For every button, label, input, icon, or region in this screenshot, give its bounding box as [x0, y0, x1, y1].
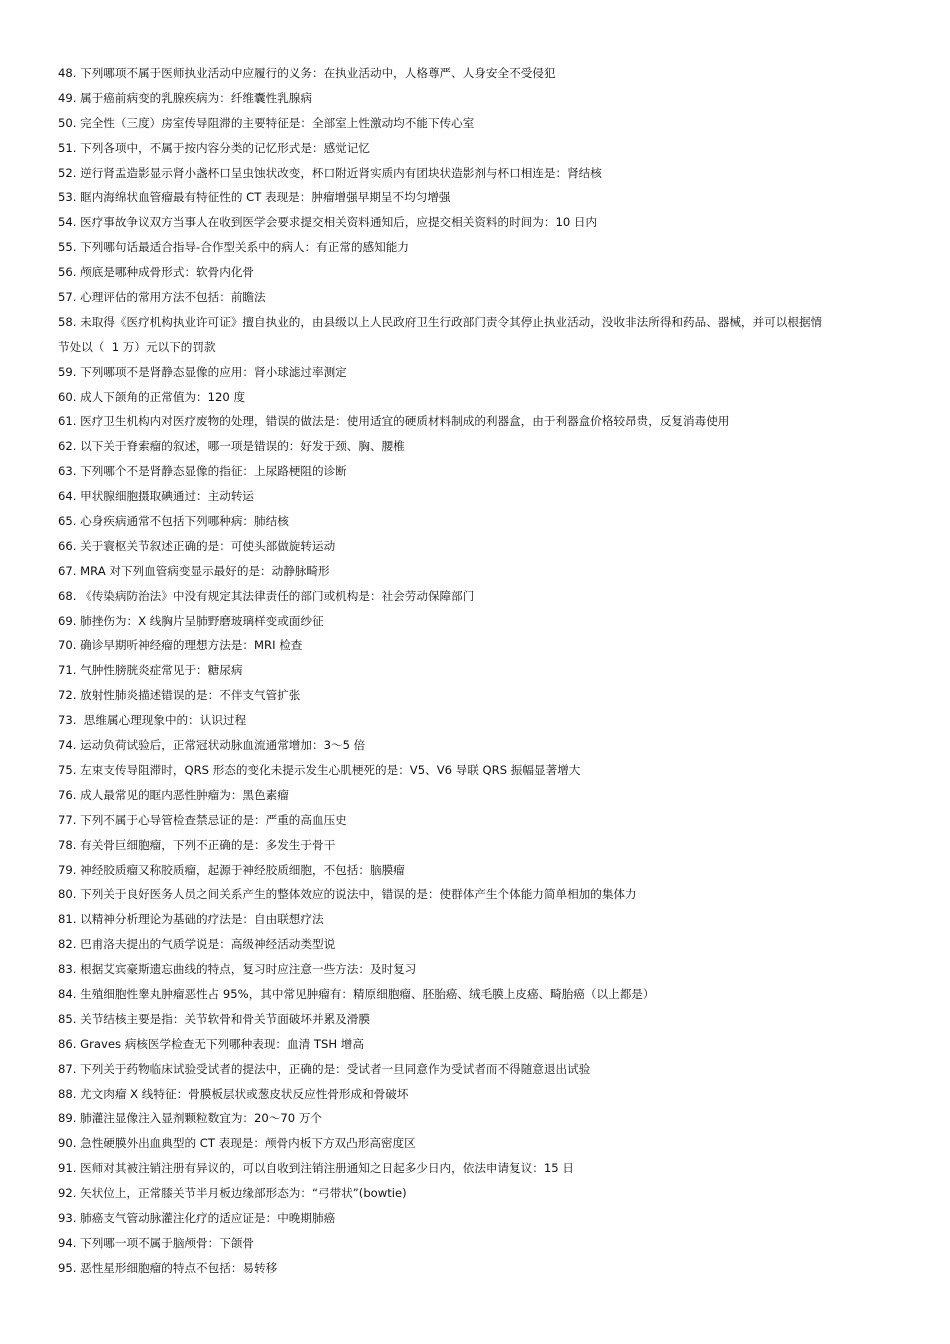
question-line: 65. 心身疾病通常不包括下列哪种病：肺结核	[58, 514, 289, 529]
question-line: 68. 《传染病防治法》中没有规定其法律责任的部门或机构是：社会劳动保障部门	[58, 588, 475, 603]
question-line: 86. Graves 病核医学检查无下列哪种表现：血清 TSH 增高	[58, 1036, 364, 1051]
question-line-continuation: 节处以（ 1 万）元以下的罚款	[58, 339, 216, 354]
question-line: 66. 关于寰枢关节叙述正确的是：可使头部做旋转运动	[58, 538, 336, 553]
question-line: 80. 下列关于良好医务人员之间关系产生的整体效应的说法中，错误的是：使群体产生个体能力简单相加的集体力	[58, 887, 637, 902]
question-line: 51. 下列各项中，不属于按内容分类的记忆形式是：感觉记忆	[58, 140, 370, 155]
question-line: 48. 下列哪项不属于医师执业活动中应履行的义务：在执业活动中，人格尊严、人身安全不受侵犯	[58, 66, 556, 80]
question-line: 92. 矢状位上，正常膝关节半月板边缘部形态为：“弓带状”(bowtie)	[58, 1186, 407, 1201]
question-line: 78. 有关骨巨细胞瘤，下列不正确的是：多发生于骨干	[58, 837, 336, 852]
question-line: 63. 下列哪个不是肾静态显像的指征：上尿路梗阻的诊断	[58, 464, 347, 479]
question-line: 90. 急性硬膜外出血典型的 CT 表现是：颅骨内板下方双凸形高密度区	[58, 1136, 416, 1151]
question-line: 93. 肺癌支气管动脉灌注化疗的适应证是：中晚期肺癌	[58, 1210, 336, 1225]
document-page	[58, 61, 904, 1281]
question-line: 55. 下列哪句话最适合指导-合作型关系中的病人：有正常的感知能力	[58, 240, 409, 255]
question-line: 89. 肺灌注显像注入显剂颗粒数宜为：20～70 万个	[58, 1111, 323, 1126]
question-line: 76. 成人最常见的眶内恶性肿瘤为：黑色素瘤	[58, 787, 289, 802]
question-line: 81. 以精神分析理论为基础的疗法是：自由联想疗法	[58, 912, 324, 927]
question-line: 61. 医疗卫生机构内对医疗废物的处理，错误的做法是：使用适宜的硬质材料制成的利器盒，由于利器盒价格较昂贵，反复消毒使用	[58, 414, 730, 429]
question-line: 74. 运动负荷试验后，正常冠状动脉血流通常增加：3～5 倍	[58, 738, 366, 753]
question-line: 73. 思维属心理现象中的：认识过程	[58, 713, 247, 728]
question-line: 67. MRA 对下列血管病变显示最好的是：动静脉畸形	[58, 563, 330, 578]
question-line: 94. 下列哪一项不属于脑颅骨：下颌骨	[58, 1235, 255, 1250]
question-line: 83. 根据艾宾豪斯遗忘曲线的特点，复习时应注意一些方法：及时复习	[58, 962, 417, 977]
question-line: 57. 心理评估的常用方法不包括：前瞻法	[58, 290, 266, 305]
question-line: 54. 医疗事故争议双方当事人在收到医学会要求提交相关资料通知后，应提交相关资料的时间为：10 日内	[58, 215, 598, 230]
question-line: 75. 左束支传导阻滞时，QRS 形态的变化未提示发生心肌梗死的是：V5、V6 导联 QRS 振幅显著增大	[58, 762, 581, 777]
question-line: 84. 生殖细胞性睾丸肿瘤恶性占 95%，其中常见肿瘤有：精原细胞瘤、胚胎癌、绒毛膜上皮癌、畸胎癌（以上都是）	[58, 986, 655, 1001]
question-line: 71. 气肿性膀胱炎症常见于：糖尿病	[58, 663, 243, 678]
question-line: 52. 逆行肾盂造影显示肾小盏杯口呈虫蚀状改变，杯口附近肾实质内有团块状造影剂与杯口相连是：肾结核	[58, 165, 602, 180]
question-line: 85. 关节结核主要是指：关节软骨和骨关节面破坏并累及滑膜	[58, 1011, 370, 1026]
question-line: 50. 完全性（三度）房室传导阻滞的主要特征是：全部室上性激动均不能下传心室	[58, 115, 475, 130]
question-line: 64. 甲状腺细胞摄取碘通过：主动转运	[58, 489, 255, 504]
question-line: 49. 属于癌前病变的乳腺疾病为：纤维囊性乳腺病	[58, 90, 312, 105]
question-line: 70. 确诊早期听神经瘤的理想方法是：MRI 检查	[58, 638, 303, 653]
question-line: 69. 肺挫伤为：X 线胸片呈肺野磨玻璃样变或面纱征	[58, 613, 324, 628]
question-line: 56. 颅底是哪种成骨形式：软骨内化骨	[58, 265, 255, 280]
question-line: 59. 下列哪项不是肾静态显像的应用：肾小球滤过率测定	[58, 364, 347, 379]
question-line: 58. 未取得《医疗机构执业许可证》擅自执业的，由县级以上人民政府卫生行政部门责令其停止执业活动，没收非法所得和药品、器械，并可以根据情	[58, 314, 823, 329]
question-line: 72. 放射性肺炎描述错误的是：不伴支气管扩张	[58, 688, 301, 703]
question-line: 95. 恶性星形细胞瘤的特点不包括：易转移	[58, 1260, 278, 1275]
question-line: 53. 眶内海绵状血管瘤最有特征性的 CT 表现是：肿瘤增强早期呈不均匀增强	[58, 190, 451, 205]
question-line: 62. 以下关于脊索瘤的叙述，哪一项是错误的：好发于颈、胸、腰椎	[58, 439, 405, 454]
question-line: 88. 尤文肉瘤 X 线特征：骨膜板层状或葱皮状反应性骨形成和骨破坏	[58, 1086, 409, 1101]
question-line: 79. 神经胶质瘤又称胶质瘤，起源于神经胶质细胞，不包括：脑膜瘤	[58, 862, 405, 877]
question-line: 91. 医师对其被注销注册有异议的，可以自收到注销注册通知之日起多少日内，依法申请复议：15 日	[58, 1161, 574, 1176]
question-line: 60. 成人下颌角的正常值为：120 度	[58, 389, 246, 404]
question-line: 87. 下列关于药物临床试验受试者的提法中，正确的是：受试者一旦同意作为受试者而不得随意退出试验	[58, 1061, 591, 1076]
question-line: 77. 下列不属于心导管检查禁忌证的是：严重的高血压史	[58, 812, 347, 827]
question-line: 82. 巴甫洛夫提出的气质学说是：高级神经活动类型说	[58, 937, 336, 952]
